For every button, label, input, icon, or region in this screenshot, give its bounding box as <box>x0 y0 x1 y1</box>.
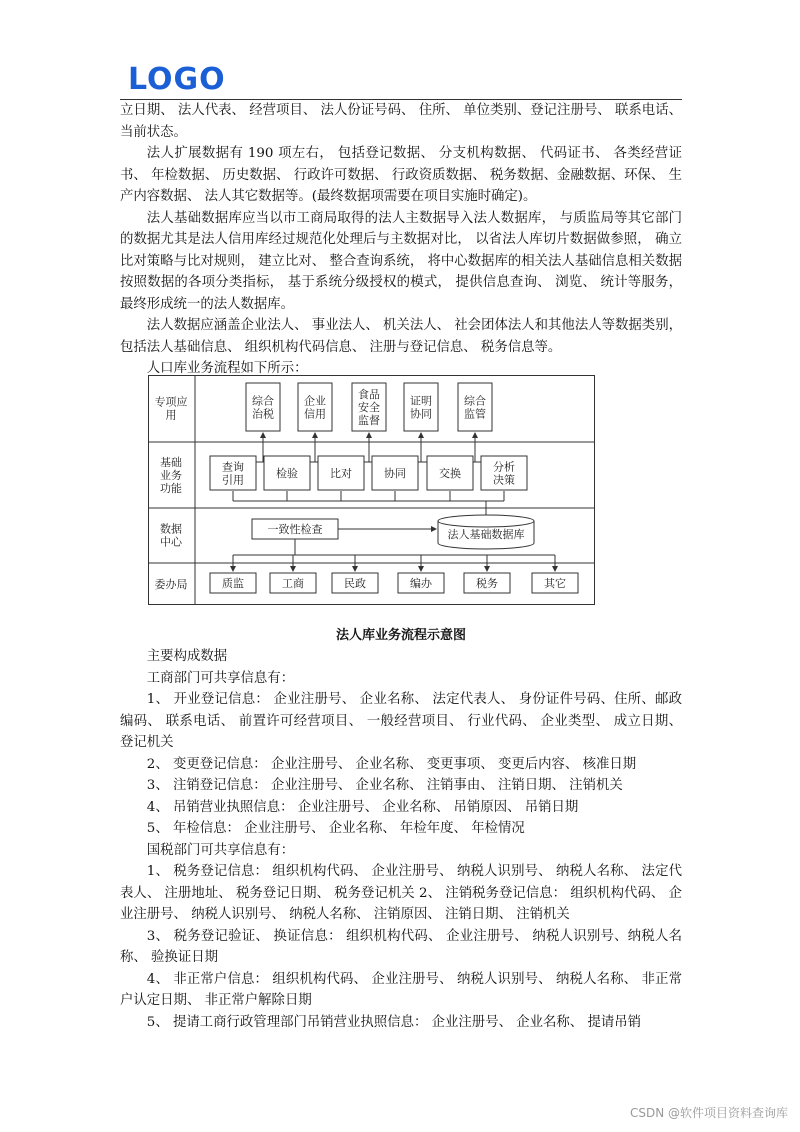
diagram-caption: 法人库业务流程示意图 <box>335 628 466 643</box>
bureau-label: 其它 <box>544 577 566 590</box>
data-item-paragraph: 工商部门可共享信息有： <box>146 670 295 686</box>
data-item-paragraph: 5、 提请工商行政管理部门吊销营业执照信息： 企业注册号、 企业名称、 提请吊销 <box>146 1014 642 1030</box>
function-box-label: 引用 <box>222 473 244 487</box>
function-box-label: 协同 <box>384 467 406 480</box>
bureau-label: 编办 <box>410 577 432 590</box>
body-paragraph: 立日期、 法人代表、 经营项目、 法人份证号码、 住所、 单位类别、登记注册号、 联系电话、 当前状态。 <box>120 103 682 140</box>
application-box-label: 食品 <box>358 388 380 401</box>
application-box-label: 综合 <box>464 394 486 408</box>
application-box-label: 安全 <box>358 401 380 414</box>
application-box-label: 综合 <box>252 394 274 408</box>
row-label: 委办局 <box>154 578 188 591</box>
data-item-paragraph: 2、 变更登记信息： 企业注册号、 企业名称、 变更事项、 变更后内容、 核准日期 <box>146 756 637 772</box>
body-paragraph: 法人数据应涵盖企业法人、 事业法人、 机关法人、 社会团体法人和其他法人等数据类别， 包括法人基础信息、 组织机构代码信息、 注册与登记信息、 税务信息等。 <box>120 318 682 355</box>
row-label: 基础 <box>160 456 182 469</box>
bureau-label: 民政 <box>344 577 366 590</box>
watermark: CSDN @软件项目资料查询库 <box>629 1106 788 1120</box>
bureau-label: 税务 <box>476 577 498 590</box>
function-box-label: 分析 <box>493 460 515 474</box>
data-item-paragraph: 1、 开业登记信息： 企业注册号、 企业名称、 法定代表人、 身份证件号码、住所、邮政编码、 联系电话、 前置许可经营项目、 一般经营项目、 行业代码、 企业类型、 成立日期、 登记机关 <box>120 692 682 750</box>
data-item-paragraph: 4、 吊销营业执照信息： 企业注册号、 企业名称、 吊销原因、 吊销日期 <box>146 799 579 815</box>
data-item-paragraph: 3、 注销登记信息： 企业注册号、 企业名称、 注销事由、 注销日期、 注销机关 <box>146 778 623 793</box>
application-box-label: 信用 <box>304 407 326 421</box>
intro-text-block <box>120 100 682 380</box>
data-item-paragraph: 1、 税务登记信息： 组织机构代码、 企业注册号、 纳税人识别号、 纳税人名称、 法定代表人、 注册地址、 税务登记日期、 税务登记机关 2、 注销税务登记信息： 组织机构代码、 企业注册号、 纳税人识别号、 纳税人名称、 注销原因、 注销日期、 注销机关 <box>120 864 682 922</box>
consistency-check-label: 一致性检查 <box>267 523 323 536</box>
data-composition-text-block <box>120 646 682 1033</box>
bureau-label: 工商 <box>282 577 304 590</box>
function-box-label: 检验 <box>276 467 298 480</box>
row-label: 数据 <box>160 522 182 536</box>
logo: LOGO <box>128 62 226 97</box>
data-item-paragraph: 5、 年检信息： 企业注册号、 企业名称、 年检年度、 年检情况 <box>146 821 525 836</box>
data-item-paragraph: 4、 非正常户信息： 组织机构代码、 企业注册号、 纳税人识别号、 纳税人名称、 非正常户认定日期、 非正常户解除日期 <box>120 971 682 1008</box>
data-item-paragraph: 国税部门可共享信息有： <box>146 842 295 858</box>
application-box-label: 证明 <box>410 394 432 408</box>
function-box-label: 交换 <box>439 467 461 480</box>
body-paragraph: 法人扩展数据有 190 项左右， 包括登记数据、 分支机构数据、 代码证书、 各类经营证书、 年检数据、 历史数据、 行政许可数据、 行政资质数据、 税务数据、金融数据、环保、 生产内容数据、 法人其它数据等。(最终数据项需要在项目实施时确定)。 <box>120 146 682 204</box>
database-cylinder-top <box>438 515 534 527</box>
body-paragraph: 人口库业务流程如下所示： <box>146 361 308 376</box>
row-label: 业务 <box>160 469 182 482</box>
row-label: 用 <box>165 408 177 422</box>
application-box-label: 协同 <box>410 407 432 421</box>
business-flow-diagram <box>148 375 595 605</box>
bureau-label: 质监 <box>222 577 244 590</box>
body-paragraph: 法人基础数据库应当以市工商局取得的法人主数据导入法人数据库， 与质监局等其它部门的数据尤其是法人信用库经过规范化处理后与主数据对比， 以省法人库切片数据做参照， 确立比对策略与比对规则， 建立比对、 整合查询系统， 将中心数据库的相关法人基础信息相关数据按照数据的各项分类指标， 基于系统分级授权的模式， 提供信息查询、 浏览、 统计等服务， 最终形成统一的法人数据库。 <box>120 210 682 312</box>
function-box-label: 查询 <box>222 460 244 474</box>
application-box-label: 治税 <box>252 407 274 421</box>
database-label: 法人基础数据库 <box>447 528 525 541</box>
row-label: 中心 <box>160 535 182 549</box>
application-box-label: 企业 <box>304 394 326 408</box>
function-box-label: 决策 <box>493 473 515 487</box>
data-item-paragraph: 主要构成数据 <box>146 649 228 664</box>
application-box-label: 监管 <box>464 407 486 421</box>
row-label: 功能 <box>160 482 182 495</box>
row-label: 专项应 <box>154 395 188 409</box>
application-box-label: 监督 <box>358 414 380 427</box>
function-box-label: 比对 <box>330 467 352 480</box>
data-item-paragraph: 3、 税务登记验证、 换证信息： 组织机构代码、 企业注册号、 纳税人识别号、纳税人名称、 验换证日期 <box>120 928 682 965</box>
